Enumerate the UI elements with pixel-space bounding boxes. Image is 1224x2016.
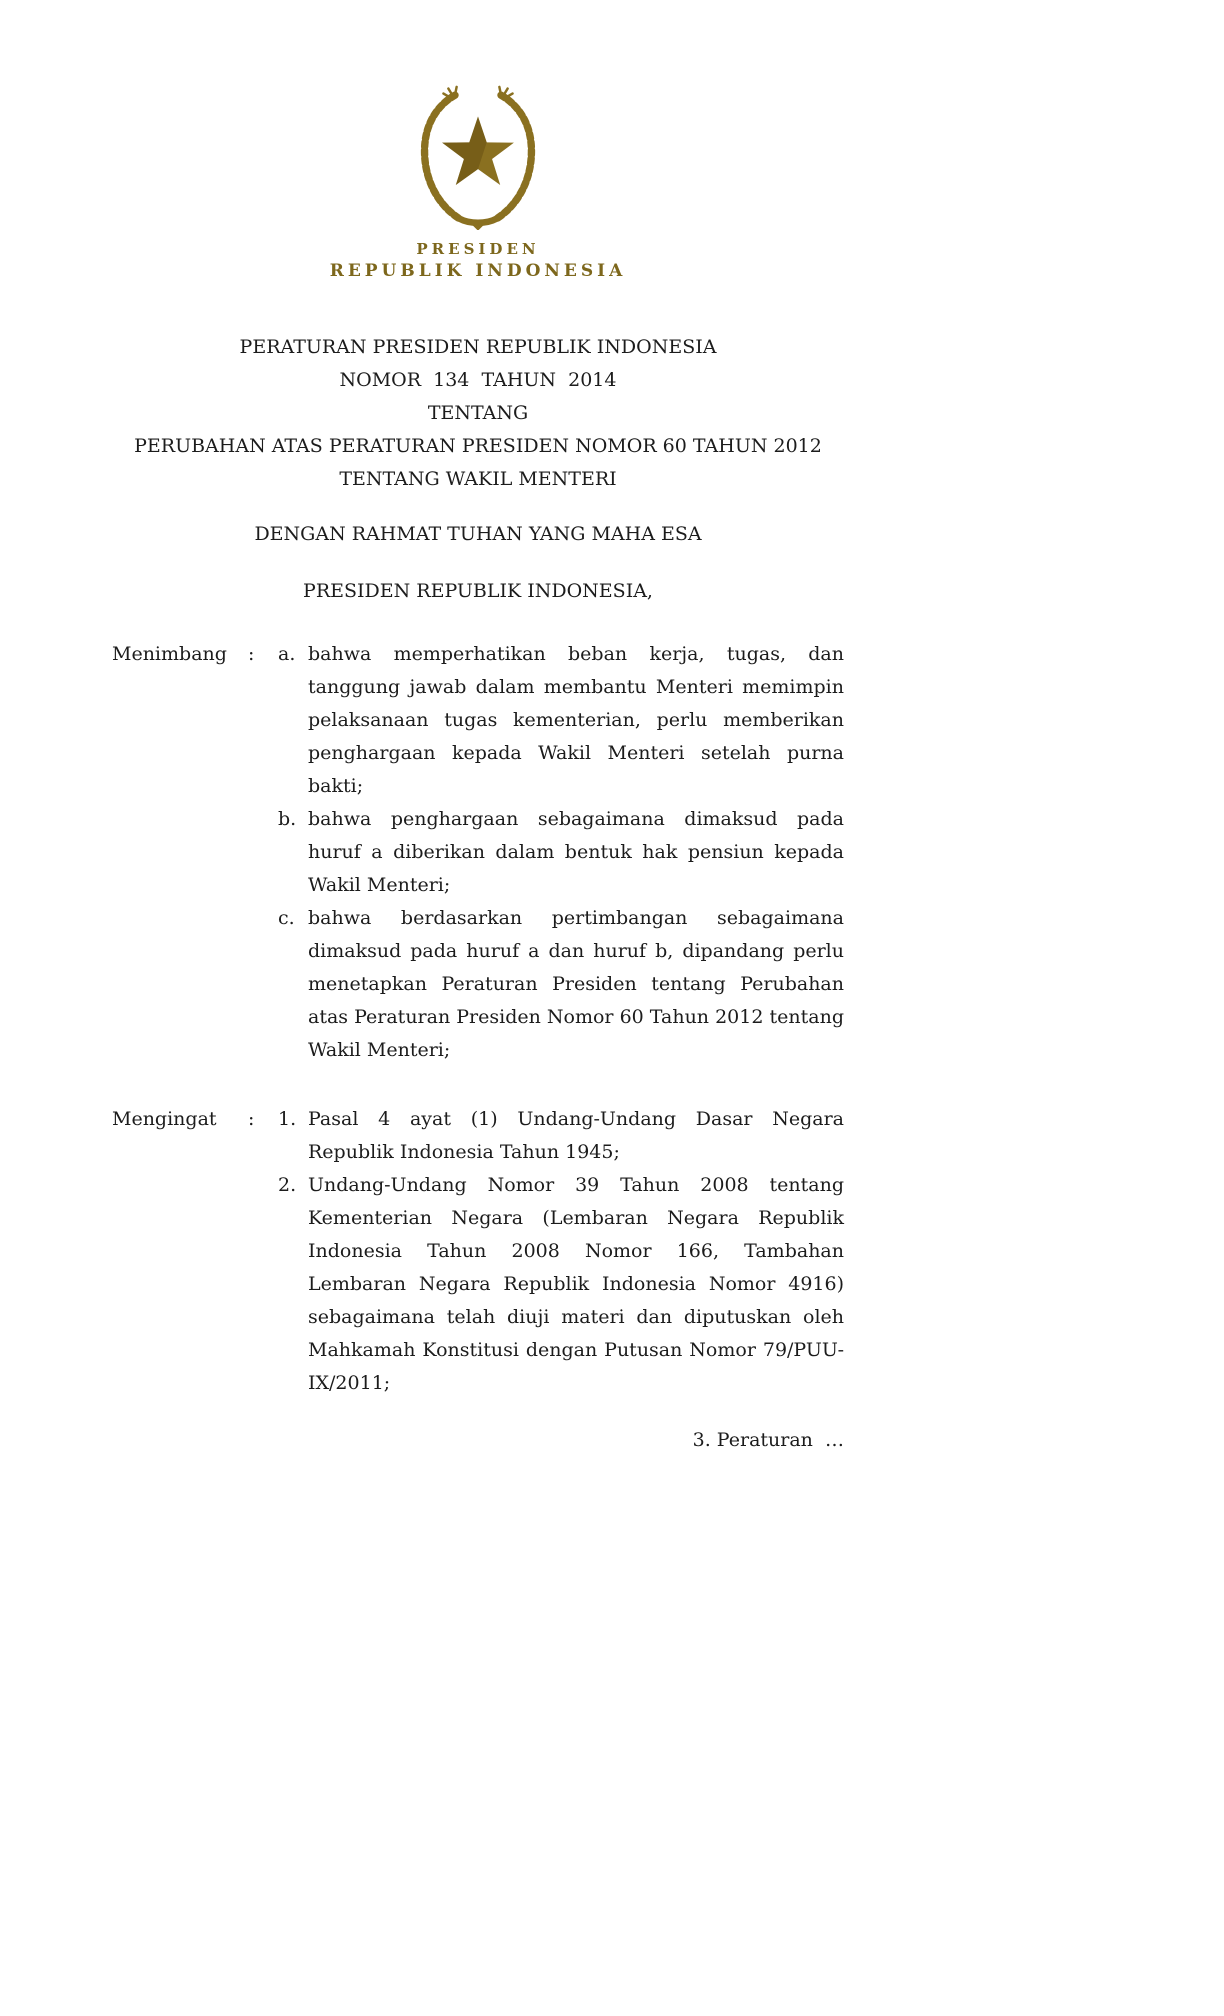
document-content: [112, 0, 844, 1457]
continuation-catchword: 3. Peraturan …: [692, 1429, 844, 1451]
letterhead-presiden: PRESIDEN: [416, 240, 540, 258]
title-line-3: TENTANG: [427, 402, 529, 424]
menimbang-item-a-marker: a.: [278, 643, 296, 665]
menimbang-colon: :: [248, 643, 255, 665]
mengingat-item-2-text: Undang-Undang Nomor 39 Tahun 2008 tentang Kementerian Negara (Lembaran Negara Republik Indonesia Tahun 2008 Nomor 166, Tambahan Lembaran Negara Republik Indonesia Nomor 4916) sebagaimana telah diuji materi dan diputuskan oleh Mahkamah Konstitusi dengan Putusan Nomor 79/PUU-IX/2011;: [308, 1174, 844, 1394]
issuer-line: PRESIDEN REPUBLIK INDONESIA,: [303, 580, 653, 602]
letterhead-republik-indonesia: REPUBLIK INDONESIA: [329, 261, 627, 281]
menimbang-item-b-marker: b.: [278, 808, 297, 830]
star-shadow: [442, 117, 487, 185]
wreath-left-branch: [425, 95, 460, 218]
wreath-ribbon: [459, 218, 497, 222]
mengingat-label: Mengingat: [112, 1108, 217, 1130]
mengingat-item-2-marker: 2.: [278, 1174, 297, 1196]
menimbang-item-b-text: bahwa penghargaan sebagaimana dimaksud pada huruf a diberikan dalam bentuk hak pensiun kepada Wakil Menteri;: [308, 808, 844, 896]
menimbang-grid: [112, 638, 844, 1067]
letterhead: [112, 0, 844, 281]
mengingat-item-1-marker: 1.: [278, 1108, 297, 1130]
title-line-2: NOMOR 134 TAHUN 2014: [339, 369, 617, 391]
title-line-4: PERUBAHAN ATAS PERATURAN PRESIDEN NOMOR 60 TAHUN 2012: [134, 435, 822, 457]
title-line-5: TENTANG WAKIL MENTERI: [339, 468, 617, 490]
menimbang-item-c-marker: c.: [278, 907, 295, 929]
garuda-emblem-icon: [408, 82, 548, 230]
regulation-title: [112, 331, 844, 496]
invocation-line: DENGAN RAHMAT TUHAN YANG MAHA ESA: [254, 523, 702, 545]
mengingat-grid: [112, 1103, 844, 1400]
menimbang-label: Menimbang: [112, 643, 227, 665]
menimbang-item-c-text: bahwa berdasarkan pertimbangan sebagaimana dimaksud pada huruf a dan huruf b, dipandang perlu menetapkan Peraturan Presiden tentang Perubahan atas Peraturan Presiden Nomor 60 Tahun 2012 tentang Wakil Menteri;: [308, 907, 844, 1061]
mengingat-colon: :: [248, 1108, 255, 1130]
title-line-1: PERATURAN PRESIDEN REPUBLIK INDONESIA: [239, 336, 717, 358]
mengingat-item-1-text: Pasal 4 ayat (1) Undang-Undang Dasar Negara Republik Indonesia Tahun 1945;: [308, 1108, 844, 1163]
menimbang-item-a-text: bahwa memperhatikan beban kerja, tugas, dan tanggung jawab dalam membantu Menteri memimpin pelaksanaan tugas kementerian, perlu memberikan penghargaan kepada Wakil Menteri setelah purna bakti;: [308, 643, 844, 797]
mengingat-section: [112, 1103, 844, 1400]
wreath-right-branch: [497, 95, 532, 218]
menimbang-section: [112, 638, 844, 1067]
